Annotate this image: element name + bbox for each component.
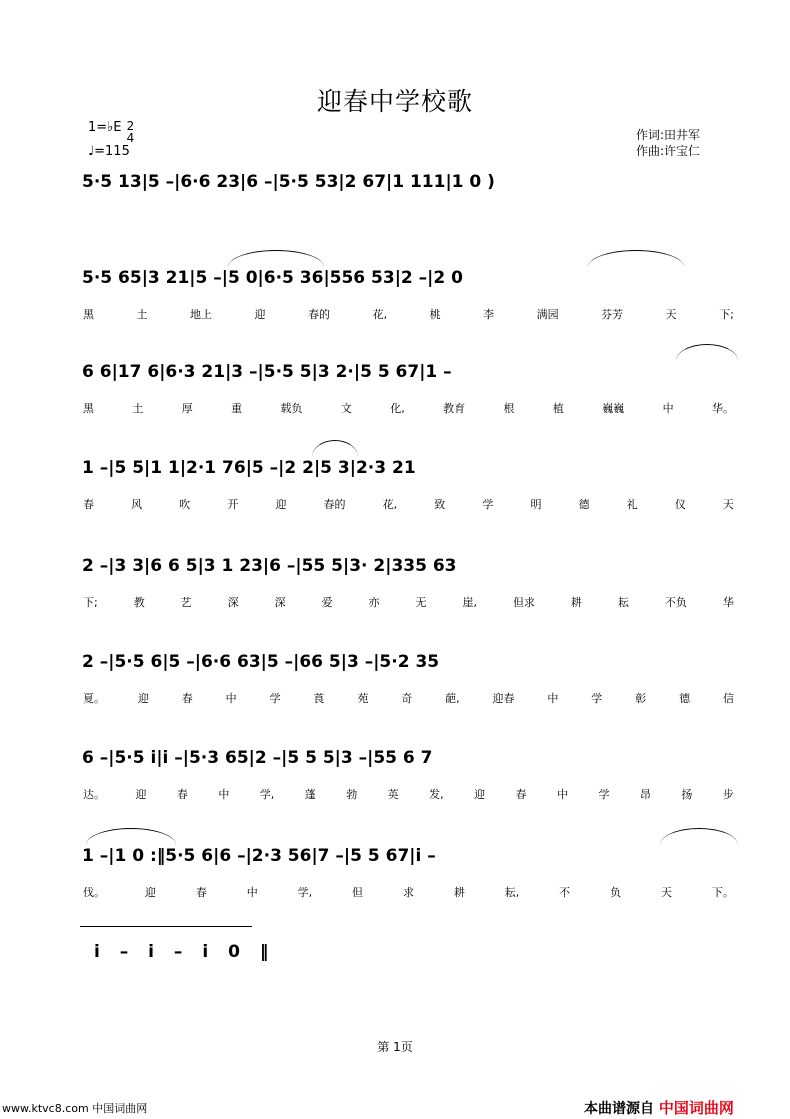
- lyric-word: 迎: [275, 498, 287, 511]
- lyric-word: 扬: [681, 788, 693, 801]
- lyric-word: 崖,: [462, 596, 477, 609]
- lyric-word: 学: [269, 692, 281, 705]
- lyric-word: 黑: [83, 402, 94, 415]
- lyric-word: 耘,: [504, 886, 520, 899]
- lyric-word: 巍巍: [602, 402, 625, 415]
- lyric-word: 中: [556, 788, 568, 801]
- lyric-word: 明: [530, 498, 542, 511]
- row-lyrics: [82, 690, 735, 706]
- lyric-word: 春的: [323, 498, 346, 511]
- score-row-6: [0, 652, 790, 740]
- score-row-8: [0, 846, 790, 934]
- lyric-word: 满园: [536, 308, 559, 321]
- lyric-word: 桃: [429, 308, 441, 321]
- row-lyrics: [82, 786, 735, 802]
- lyric-word: 地上: [190, 308, 213, 321]
- final-notes: i – i – i 0 ‖: [94, 942, 269, 962]
- lyric-word: 德: [578, 498, 590, 511]
- tie-line: [80, 926, 252, 927]
- lyric-word: 下。: [711, 886, 734, 899]
- lyric-word: 春: [195, 886, 207, 899]
- lyric-word: 苑: [357, 692, 369, 705]
- lyric-word: 下;: [83, 596, 98, 609]
- row-lyrics: [82, 496, 735, 512]
- lyric-word: 根: [503, 402, 515, 415]
- lyric-word: 致: [434, 498, 446, 511]
- row-notes: 1 –|1 0 :‖5·5 6|6 –|2·3 56|7 –|5 5 67|i –: [82, 846, 436, 866]
- lyric-word: 不: [559, 886, 571, 899]
- lyric-word: 迎: [144, 886, 156, 899]
- lyric-word: 中: [225, 692, 237, 705]
- lyric-word: 天: [665, 308, 677, 321]
- row-notes: 2 –|5·5 6|5 –|6·6 63|5 –|66 5|3 –|5·2 35: [82, 652, 440, 672]
- lyric-word: 风: [131, 498, 143, 511]
- lyric-word: 学,: [259, 788, 275, 801]
- lyric-word: 深: [274, 596, 286, 609]
- key-signature: [88, 120, 134, 159]
- lyric-word: 春: [83, 498, 94, 511]
- lyric-word: 天: [722, 498, 734, 511]
- score-row-1: [0, 172, 790, 260]
- lyric-word: 教: [133, 596, 145, 609]
- lyric-word: 春: [176, 788, 188, 801]
- lyric-word: 无: [415, 596, 427, 609]
- lyric-word: 化,: [390, 402, 405, 415]
- lyric-word: 勃: [346, 788, 358, 801]
- lyric-word: 耕: [570, 596, 582, 609]
- lyric-word: 不负: [664, 596, 687, 609]
- lyric-word: 植: [552, 402, 564, 415]
- lyric-word: 奇: [401, 692, 413, 705]
- lyric-word: 德: [679, 692, 691, 705]
- lyric-word: 负: [610, 886, 622, 899]
- lyric-word: 天: [660, 886, 672, 899]
- lyric-word: 礼: [626, 498, 638, 511]
- lyric-word: 夏。: [83, 692, 105, 705]
- footer-source-label: 本曲谱源自: [584, 1101, 654, 1117]
- footer-source: [584, 1097, 734, 1118]
- lyric-word: 彰: [635, 692, 647, 705]
- lyric-word: 春的: [308, 308, 331, 321]
- lyric-word: 伐。: [83, 886, 105, 899]
- lyric-word: 中: [662, 402, 674, 415]
- lyricist: 作词:田井军: [636, 128, 701, 142]
- lyric-word: 中: [218, 788, 230, 801]
- lyric-word: 开: [227, 498, 239, 511]
- lyric-word: 厚: [181, 402, 193, 415]
- lyric-word: 发,: [429, 788, 444, 801]
- lyric-word: 重: [231, 402, 243, 415]
- lyric-word: 昂: [639, 788, 651, 801]
- lyric-word: 土: [136, 308, 148, 321]
- credits: [636, 127, 700, 159]
- composer: 作曲:许宝仁: [636, 144, 701, 158]
- final-row: [80, 942, 340, 982]
- footer-site: www.ktvc8.com 中国词曲网: [2, 1102, 148, 1115]
- lyric-word: 莨: [313, 692, 325, 705]
- lyric-word: 达。: [83, 788, 105, 801]
- lyric-word: 艺: [180, 596, 192, 609]
- lyric-word: 迎: [135, 788, 147, 801]
- lyric-word: 但: [352, 886, 364, 899]
- lyric-word: 亦: [368, 596, 380, 609]
- lyric-word: 深: [227, 596, 239, 609]
- lyric-word: 黑: [83, 308, 94, 321]
- lyric-word: 仪: [674, 498, 686, 511]
- row-lyrics: [82, 400, 735, 416]
- row-notes: 6 –|5·5 i|i –|5·3 65|2 –|5 5 5|3 –|55 6 7: [82, 748, 433, 768]
- row-lyrics: [82, 884, 735, 900]
- song-title: 迎春中学校歌: [316, 87, 473, 116]
- lyric-word: 耘: [617, 596, 629, 609]
- lyric-word: 下;: [719, 308, 734, 321]
- lyric-word: 教育: [443, 402, 466, 415]
- row-lyrics: [82, 306, 735, 322]
- lyric-word: 李: [483, 308, 495, 321]
- lyric-word: 学: [482, 498, 494, 511]
- score-row-4: [0, 458, 790, 546]
- lyric-word: 载负: [280, 402, 303, 415]
- footer-source-site: 中国词曲网: [658, 1099, 734, 1117]
- lyric-word: 英: [387, 788, 399, 801]
- row-notes: 5·5 13|5 –|6·6 23|6 –|5·5 53|2 67|1 111|1 0 ): [82, 172, 495, 192]
- row-notes: 2 –|3 3|6 6 5|3 1 23|6 –|55 5|3· 2|335 63: [82, 556, 457, 576]
- tempo-mark: ♩=115: [88, 144, 130, 159]
- key-label: 1=♭E: [88, 120, 122, 135]
- row-notes: 1 –|5 5|1 1|2·1 76|5 –|2 2|5 3|2·3 21: [82, 458, 416, 478]
- lyric-word: 吹: [179, 498, 191, 511]
- lyric-word: 土: [132, 402, 144, 415]
- lyric-word: 爱: [321, 596, 333, 609]
- time-bottom: 4: [126, 131, 135, 145]
- lyric-word: 蓬: [304, 788, 316, 801]
- lyric-word: 葩,: [445, 692, 460, 705]
- lyric-word: 文: [340, 402, 352, 415]
- score-row-7: [0, 748, 790, 836]
- row-notes: 6 6|17 6|6·3 21|3 –|5·5 5|3 2·|5 5 67|1 –: [82, 362, 452, 382]
- lyric-word: 迎: [254, 308, 266, 321]
- score-row-5: [0, 556, 790, 644]
- lyric-word: 信: [722, 692, 734, 705]
- lyric-word: 华: [722, 596, 734, 609]
- lyric-word: 迎: [137, 692, 149, 705]
- row-notes: 5·5 65|3 21|5 –|5 0|6·5 36|556 53|2 –|2 0: [82, 268, 463, 288]
- lyric-word: 耕: [453, 886, 465, 899]
- lyric-word: 求: [402, 886, 414, 899]
- lyric-word: 学,: [297, 886, 313, 899]
- lyric-word: 但求: [512, 596, 535, 609]
- time-top: 2: [126, 119, 135, 133]
- lyric-word: 迎春: [492, 692, 515, 705]
- page-number: 第 1页: [377, 1040, 413, 1054]
- lyric-word: 芬芳: [601, 308, 624, 321]
- lyric-word: 步: [722, 788, 734, 801]
- lyric-word: 花,: [372, 308, 388, 321]
- lyric-word: 华。: [712, 402, 734, 415]
- lyric-word: 学: [591, 692, 603, 705]
- score-row-2: [0, 268, 790, 356]
- lyric-word: 中: [246, 886, 258, 899]
- lyric-word: 迎: [474, 788, 486, 801]
- lyric-word: 春: [181, 692, 193, 705]
- lyric-word: 春: [515, 788, 527, 801]
- lyric-word: 中: [547, 692, 559, 705]
- row-lyrics: [82, 594, 735, 610]
- lyric-word: 学: [598, 788, 610, 801]
- score-row-3: [0, 362, 790, 450]
- lyric-word: 花,: [382, 498, 398, 511]
